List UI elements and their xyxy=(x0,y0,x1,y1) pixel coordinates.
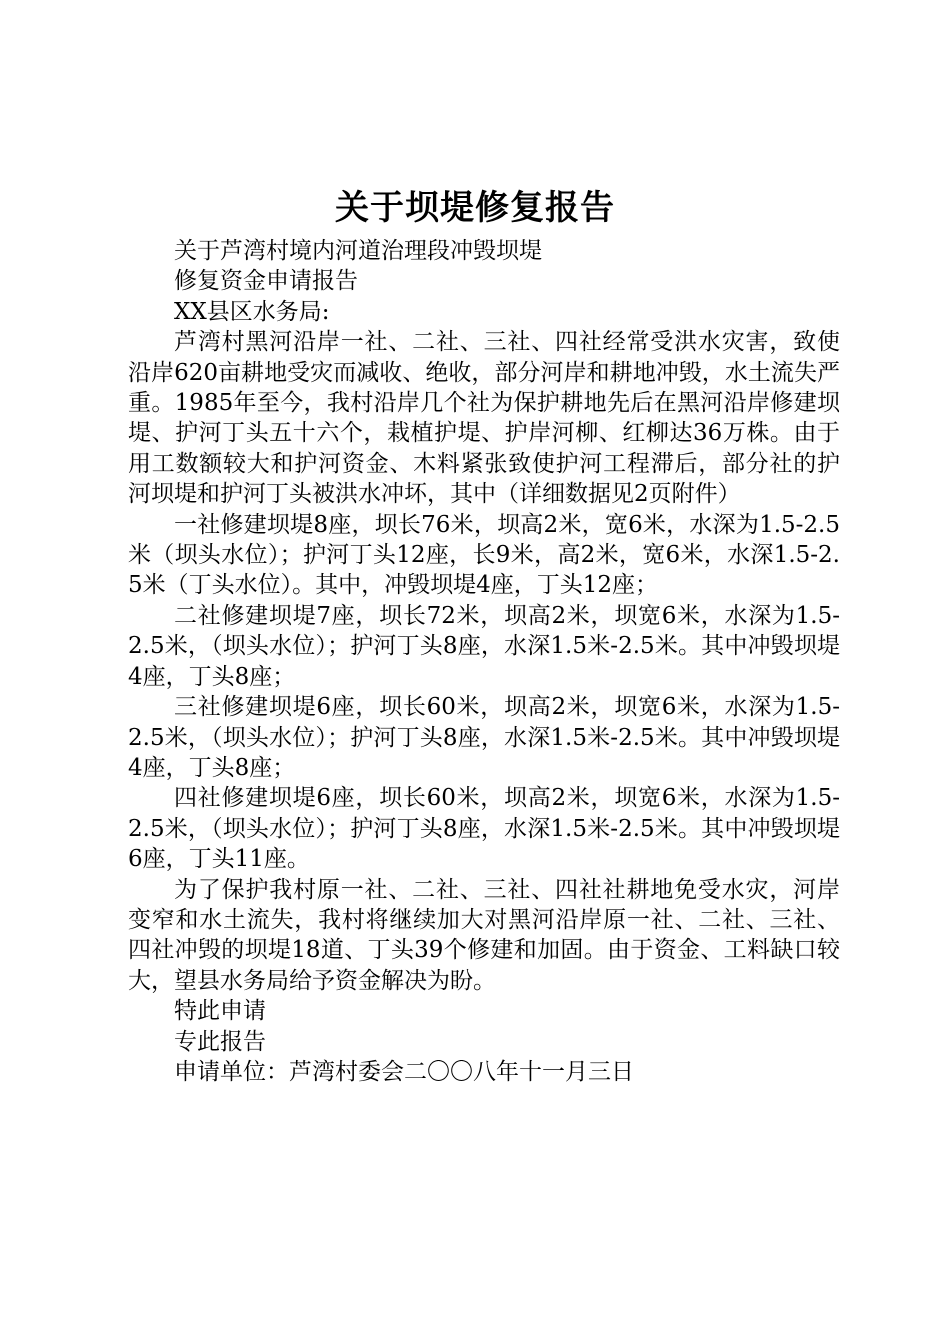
signature-line: 申请单位：芦湾村委会二〇〇八年十一月三日 xyxy=(174,1058,634,1085)
paragraph-community-1: 一社修建坝堤8座，坝长76米，坝高2米，宽6米，水深为1.5-2.5米（坝头水位）；护河丁头12座，长9米，高2米，宽6米，水深1.5-2.5米（丁头水位）。其中，冲毁坝堤4座，丁头12座； xyxy=(128,511,840,599)
document-body xyxy=(128,236,840,1087)
paragraph-community-2: 二社修建坝堤7座，坝长72米，坝高2米，坝宽6米，水深为1.5-2.5米，（坝头水位）；护河丁头8座，水深1.5米-2.5米。其中冲毁坝堤4座，丁头8座； xyxy=(128,602,840,690)
paragraph-community-4: 四社修建坝堤6座，坝长60米，坝高2米，坝宽6米，水深为1.5-2.5米，（坝头水位）；护河丁头8座，水深1.5米-2.5米。其中冲毁坝堤6座，丁头11座。 xyxy=(128,785,840,873)
paragraph-background: 芦湾村黑河沿岸一社、二社、三社、四社经常受洪水灾害，致使沿岸620亩耕地受灾而减收、绝收，部分河岸和耕地冲毁，水土流失严重。1985年至今，我村沿岸几个社为保护耕地先后在黑河沿岸修建坝堤、护河丁头五十六个，栽植护堤、护岸河柳、红柳达36万株。由于用工数额较大和护河资金、木料紧张致使护河工程滞后，部分社的护河坝堤和护河丁头被洪水冲坏，其中（详细数据见2页附件） xyxy=(128,329,840,508)
subject-line-2: 修复资金申请报告 xyxy=(174,268,358,295)
paragraph-request: 为了保护我村原一社、二社、三社、四社社耕地免受水灾，河岸变窄和水土流失，我村将继续加大对黑河沿岸原一社、二社、三社、四社冲毁的坝堤18道、丁头39个修建和加固。由于资金、工料缺口较大，望县水务局给予资金解决为盼。 xyxy=(128,876,840,994)
paragraph-community-3: 三社修建坝堤6座，坝长60米，坝高2米，坝宽6米，水深为1.5-2.5米，（坝头水位）；护河丁头8座，水深1.5米-2.5米。其中冲毁坝堤4座，丁头8座； xyxy=(128,694,840,781)
document-title: 关于坝堤修复报告 xyxy=(335,188,615,228)
addressee: XX县区水务局: xyxy=(174,298,330,325)
closing-line-2: 专此报告 xyxy=(174,1028,266,1055)
closing-line-1: 特此申请 xyxy=(174,998,266,1025)
subject-line-1: 关于芦湾村境内河道治理段冲毁坝堤 xyxy=(174,238,542,264)
